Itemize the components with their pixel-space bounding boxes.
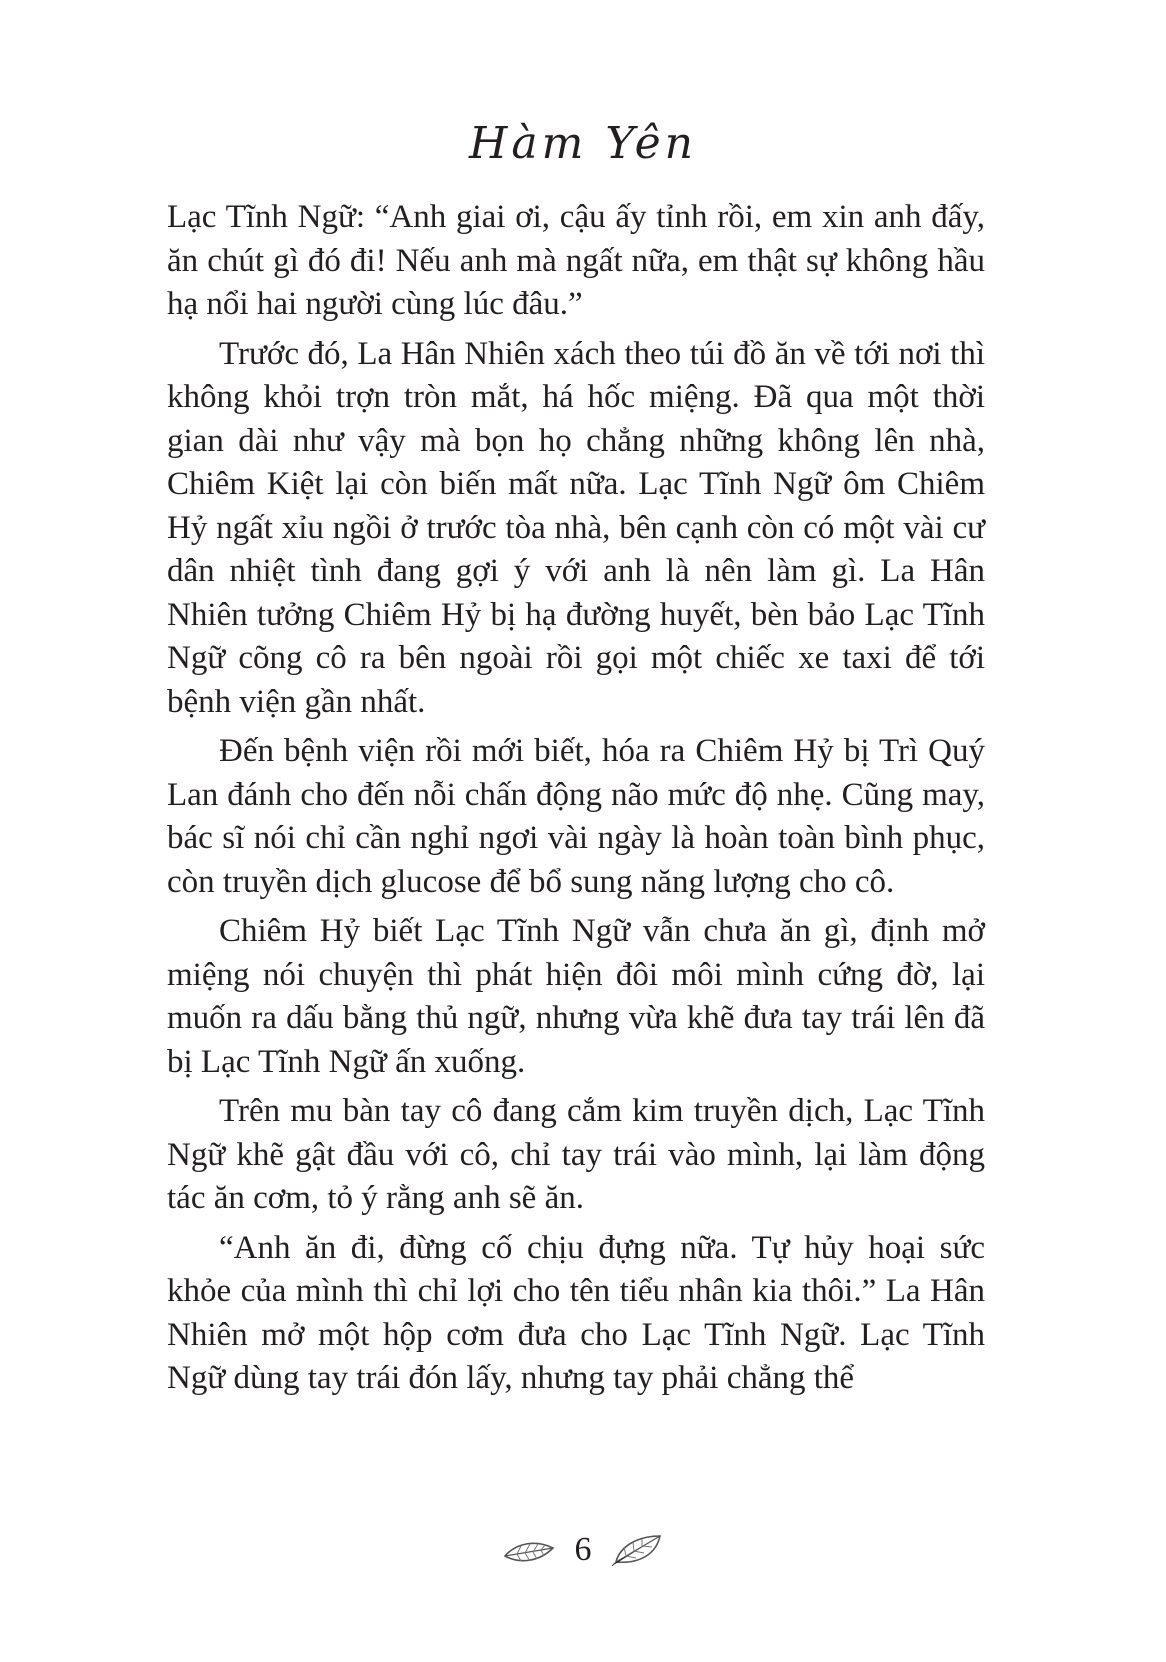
running-header: Hàm Yên [469, 118, 697, 169]
paragraph: Chiêm Hỷ biết Lạc Tĩnh Ngữ vẫn chưa ăn gì, định mở miệng nói chuyện thì phát hiện đôi môi mình cứng đờ, lại muốn ra dấu bằng thủ ngữ, nhưng vừa khẽ đưa tay trái lên đã bị Lạc Tĩnh Ngữ ấn xuống. [167, 913, 985, 1080]
paragraph: Trước đó, La Hân Nhiên xách theo túi đồ ăn về tới nơi thì không khỏi trợn tròn mắt, há hốc miệng. Đã qua một thời gian dài như vậy mà bọn họ chẳng những không lên nhà, Chiêm Kiệt lại còn biến mất nữa. Lạc Tĩnh Ngữ ôm Chiêm Hỷ ngất xỉu ngồi ở trước tòa nhà, bên cạnh còn có một vài cư dân nhiệt tình đang gợi ý với anh là nên làm gì. La Hân Nhiên tưởng Chiêm Hỷ bị hạ đường huyết, bèn bảo Lạc Tĩnh Ngữ cõng cô ra bên ngoài rồi gọi một chiếc xe taxi để tới bệnh viện gần nhất. [167, 335, 985, 720]
page-number: 6 [574, 1531, 592, 1568]
body-text [167, 196, 985, 1407]
page-footer [0, 1525, 1166, 1575]
paragraph: Lạc Tĩnh Ngữ: “Anh giai ơi, cậu ấy tỉnh rồi, em xin anh đấy, ăn chút gì đó đi! Nếu anh mà ngất nữa, em thật sự không hầu hạ nổi hai người cùng lúc đâu.” [167, 199, 985, 322]
paragraph: “Anh ăn đi, đừng cố chịu đựng nữa. Tự hủy hoại sức khỏe của mình thì chỉ lợi cho tên tiểu nhân kia thôi.” La Hân Nhiên mở một hộp cơm đưa cho Lạc Tĩnh Ngữ. Lạc Tĩnh Ngữ dùng tay trái đón lấy, nhưng tay phải chẳng thể [167, 1229, 985, 1396]
leaf-icon [610, 1532, 666, 1568]
paragraph: Trên mu bàn tay cô đang cắm kim truyền dịch, Lạc Tĩnh Ngữ khẽ gật đầu với cô, chỉ tay trái vào mình, lại làm động tác ăn cơm, tỏ ý rằng anh sẽ ăn. [167, 1093, 985, 1216]
leaf-icon [501, 1532, 557, 1568]
paragraph: Đến bệnh viện rồi mới biết, hóa ra Chiêm Hỷ bị Trì Quý Lan đánh cho đến nỗi chấn động não mức độ nhẹ. Cũng may, bác sĩ nói chỉ cần nghỉ ngơi vài ngày là hoàn toàn bình phục, còn truyền dịch glucose để bổ sung năng lượng cho cô. [167, 733, 985, 900]
